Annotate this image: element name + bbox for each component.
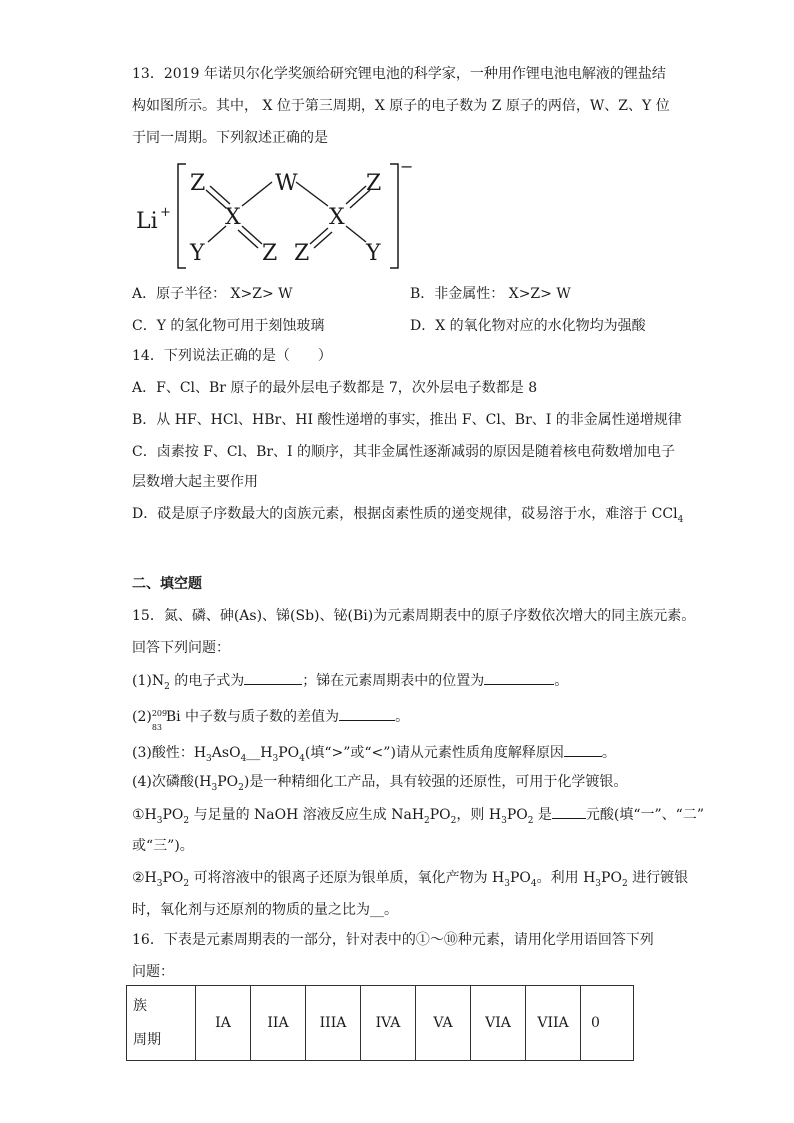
atom-x-right: X	[329, 205, 345, 230]
table-corner-cell: 族 周期	[127, 986, 196, 1061]
q13-option-d: D．X 的氧化物对应的水化物均为强酸	[410, 318, 646, 334]
q16-line-1: 16．下表是元素周期表的一部分，针对表中的①～⑩种元素，请用化学用语回答下列	[132, 932, 654, 948]
q15-part-1: $(1)N_2$ 的电子式为 ；锑在元素周期表中的位置为 。	[132, 670, 568, 697]
q15-part-4: (4)次磷酸$(H_3PO_2)$是一种精细化工产品，具有较强的还原性，可用于化学镀银。	[132, 774, 628, 793]
periodic-table-excerpt	[126, 985, 634, 1061]
q15-part-4-ii: $②H_3PO_2$ 可将溶液中的银离子还原为银单质，氧化产物为 $H_3PO_4$。利用 $H_3PO_2$ 进行镀银	[132, 870, 689, 889]
q14-option-c-line-1: C．卤素按 F、Cl、Br、I 的顺序，其非金属性逐渐减弱的原因是随着核电荷数增加电子	[132, 444, 676, 460]
q15-line-1: 15．氮、磷、砷(As)、锑(Sb)、铋(Bi)为元素周期表中的原子序数依次增大的同主族元素。	[132, 608, 696, 624]
group-header: VIIA	[526, 986, 581, 1061]
group-header: 0	[581, 986, 634, 1061]
right-bracket	[390, 164, 398, 268]
answer-blank[interactable]	[552, 804, 586, 819]
q14-option-a: A．F、Cl、Br 原子的最外层电子数都是 7，次外层电子数都是 8	[132, 380, 538, 396]
atom-y-left: Y	[190, 241, 205, 266]
q13-option-a: A．原子半径： X>Z> W	[132, 286, 293, 302]
atom-w: W	[275, 171, 298, 196]
q14-option-c-line-2: 层数增大起主要作用	[132, 474, 258, 490]
atom-z-bottom-left: Z	[262, 241, 278, 266]
q15-part-2: (2) 209 83 Bi 中子数与质子数的差值为 。	[132, 706, 409, 727]
q15-part-4-ii-line-2: 时，氧化剂与还原剂的物质的量之比为__。	[132, 902, 398, 918]
q13-line-2: 构如图所示。其中， X 位于第三周期，X 原子的电子数为 Z 原子的两倍，W、Z、Y 位	[132, 98, 670, 114]
cation-li: Li	[136, 209, 158, 234]
q13-line-3: 于同一周期。下列叙述正确的是	[132, 130, 328, 146]
q15-part-4-i: $①H_3PO_2$ 与足量的 NaOH 溶液反应生成 $NaH_2PO_2$，则 $H_3PO_2$ 是 元酸(填“一”、“二”	[132, 804, 704, 831]
cation-charge: +	[160, 205, 171, 220]
q13-option-b: B．非金属性： X>Z> W	[410, 286, 571, 302]
atom-x-left: X	[225, 205, 241, 230]
q13-option-c: C．Y 的氢化物可用于刻蚀玻璃	[132, 318, 325, 334]
q14-option-d: D．砹是原子序数最大的卤族元素，根据卤素性质的递变规律，砹易溶于水，难溶于 CCl$_4$	[132, 506, 684, 525]
atom-z-bottom-right: Z	[294, 241, 310, 266]
answer-blank[interactable]	[484, 670, 554, 685]
atom-z-top-right: Z	[366, 171, 382, 196]
group-header: IIA	[251, 986, 306, 1061]
group-header: VA	[416, 986, 471, 1061]
group-header: VIA	[471, 986, 526, 1061]
table-header-row	[127, 986, 634, 1061]
q15-part-3: (3)酸性：$H_3AsO_4\_\_H_3PO_4$(填“>”或“<”)请从元素性质角度解释原因 。	[132, 742, 616, 769]
lithium-salt-structure-diagram	[132, 160, 422, 275]
group-header: IIIA	[306, 986, 361, 1061]
atom-y-right: Y	[366, 241, 381, 266]
q15-part-4-i-line-2: 或“三”)。	[132, 838, 194, 854]
group-header: IVA	[361, 986, 416, 1061]
group-header: IA	[196, 986, 251, 1061]
q16-line-2: 问题：	[132, 964, 174, 980]
atom-z-top-left: Z	[190, 171, 206, 196]
anion-charge: −	[400, 160, 414, 176]
q15-line-2: 回答下列问题：	[132, 640, 230, 656]
left-bracket	[178, 164, 186, 268]
section-title: 二、填空题	[132, 576, 202, 592]
answer-blank[interactable]	[339, 706, 395, 721]
q14-stem: 14．下列说法正确的是（ ）	[132, 348, 332, 364]
answer-blank[interactable]	[564, 742, 602, 757]
answer-blank[interactable]	[244, 670, 302, 685]
q13-line-1: 13．2019 年诺贝尔化学奖颁给研究锂电池的科学家，一种用作锂电池电解液的锂盐结	[132, 66, 666, 82]
q14-option-b: B．从 HF、HCl、HBr、HI 酸性递增的事实，推出 F、Cl、Br、I 的非金属性递增规律	[132, 412, 682, 428]
